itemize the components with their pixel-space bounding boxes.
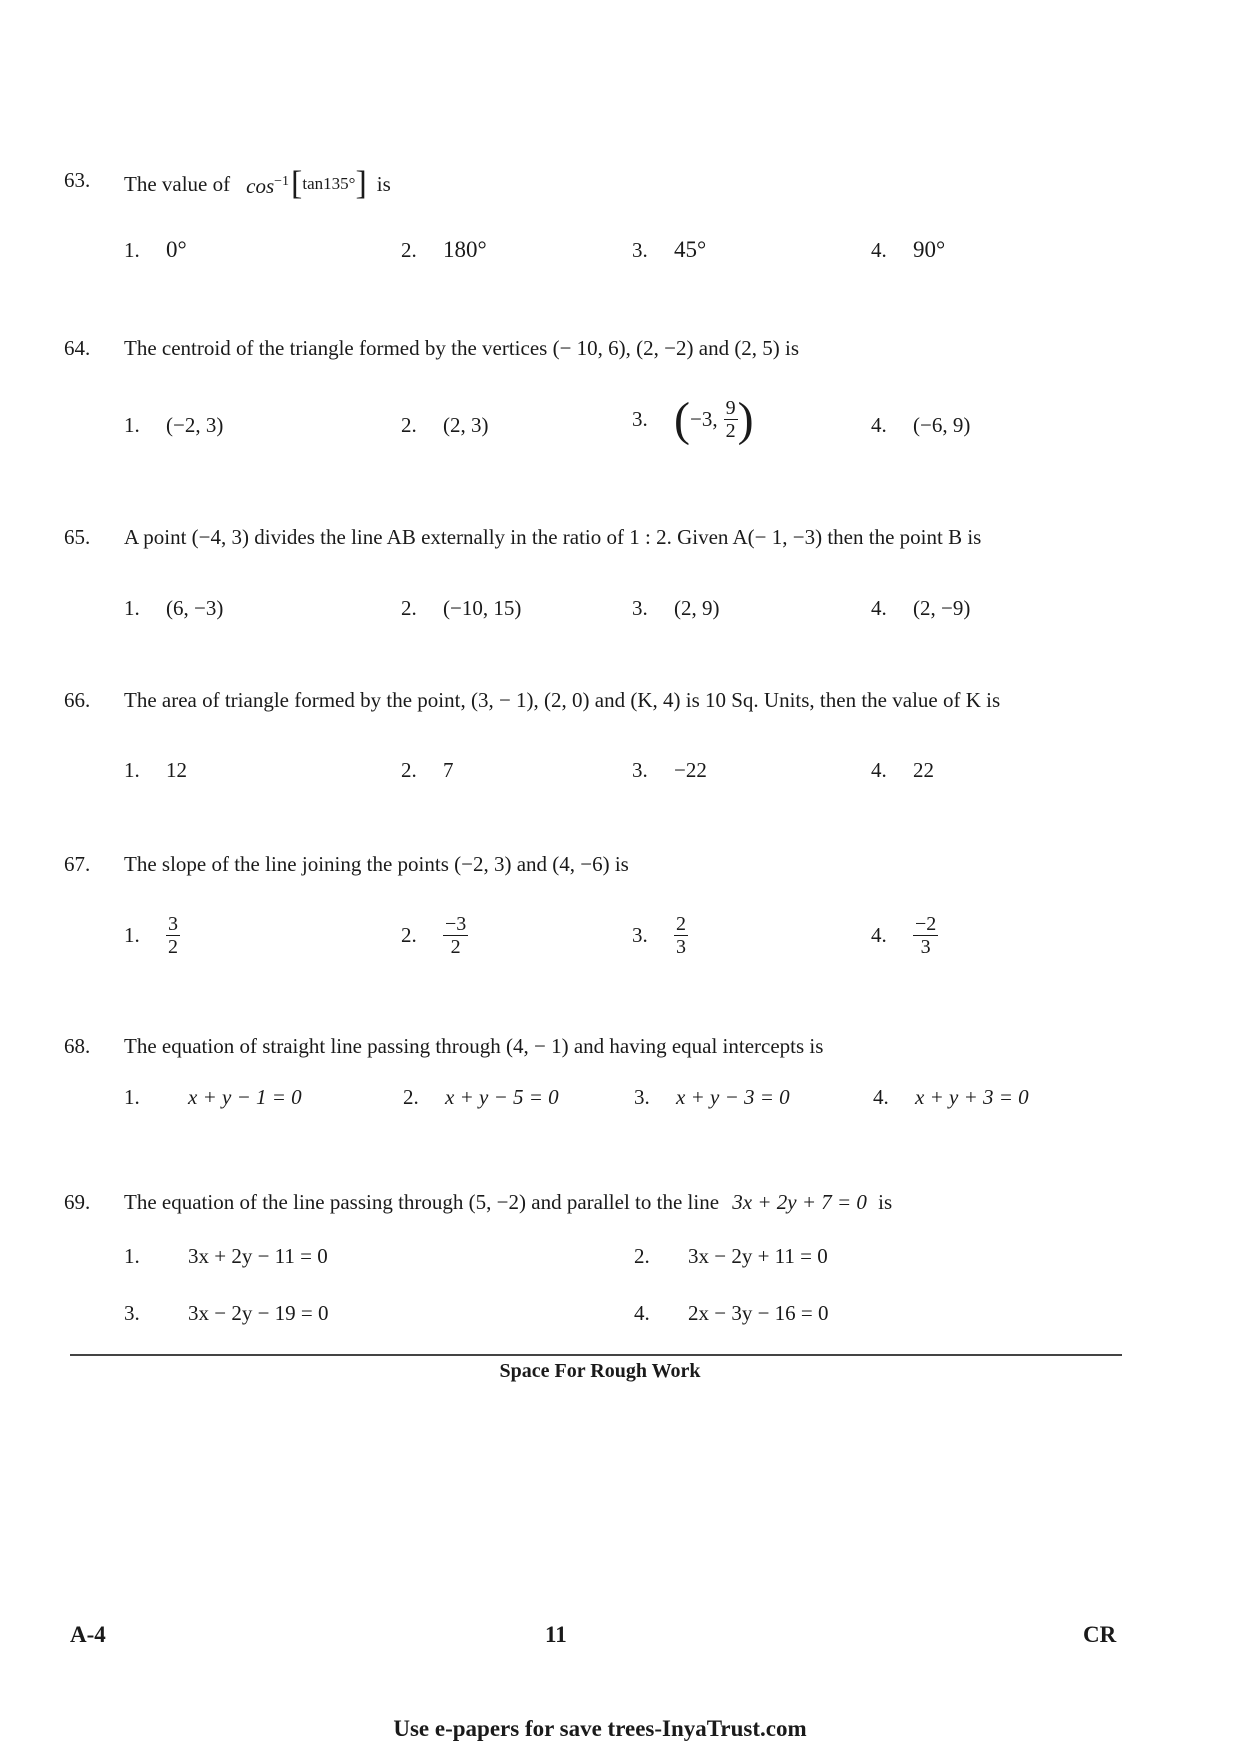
question-number: 64. [64,336,91,360]
question-69 [64,1189,1144,1215]
watermark-note: Use e-papers for save trees-InyaTrust.com [393,1716,807,1741]
question-number: 67. [64,852,91,876]
option-4[interactable]: 4. 2x − 3y − 16 = 0 [634,1301,829,1325]
option-2[interactable]: 2. $\frac{-3}{2}$ [401,913,467,958]
option-4[interactable]: 4. 90° [871,237,946,262]
option-4[interactable]: 4. (2, −9) [871,596,971,620]
divider-line [70,1354,1122,1356]
option-4[interactable]: 4. (−6, 9) [871,413,971,437]
option-1[interactable]: 1. 3x + 2y − 11 = 0 [124,1244,328,1268]
option-3[interactable]: 3. $\frac{2}{3}$ [632,913,686,958]
option-4[interactable]: 4. $\frac{-2}{3}$ [871,913,937,958]
option-1[interactable]: 1. $\frac{3}{2}$ [124,913,178,958]
question-text: The area of triangle formed by the point, (3, − 1), (2, 0) and (K, 4) is 10 Sq. Units, then the value of K is [124,688,1001,712]
option-2[interactable]: 2. 7 [401,758,454,782]
question-number: 63. [64,168,91,192]
question-65 [64,524,1144,550]
option-3[interactable]: 3. 3x − 2y − 19 = 0 [124,1301,329,1325]
question-number: 69. [64,1190,91,1214]
option-1[interactable]: 1. x + y − 1 = 0 [124,1085,302,1109]
option-3[interactable]: 3. (2, 9) [632,596,720,620]
math-expression: $\cos^{-1}$ [246,174,290,198]
option-1[interactable]: 1. (−2, 3) [124,413,224,437]
option-3[interactable]: 3. x + y − 3 = 0 [634,1085,790,1109]
question-text: The slope of the line joining the points (−2, 3) and (4, −6) is [124,852,629,876]
question-text: The equation of the line passing through (5, −2) and parallel to the line 3x + 2y + 7 = 0 is [124,1190,893,1214]
option-4[interactable]: 4. x + y + 3 = 0 [873,1085,1029,1109]
option-3[interactable]: 3. −22 [632,758,707,782]
rough-work-label: Space For Rough Work [499,1360,701,1382]
option-1[interactable]: 1. 12 [124,758,187,782]
question-text: The value of [124,172,231,196]
option-2[interactable]: 2. (2, 3) [401,413,489,437]
question-text: The equation of straight line passing through (4, − 1) and having equal intercepts is [124,1034,824,1058]
option-4[interactable]: 4. 22 [871,758,934,782]
footer-series: CR [1083,1622,1117,1647]
question-68 [64,1033,1144,1059]
footer-code: A-4 [70,1622,106,1647]
question-66 [64,687,1144,713]
question-63: 63. The value of $\cos^{-1}$ [ tan135° ] is [64,165,391,202]
question-text: The centroid of the triangle formed by the vertices (− 10, 6), (2, −2) and (2, 5) is [124,336,800,360]
option-2[interactable]: 2. 180° [401,237,487,262]
option-1[interactable]: 1. (6, −3) [124,596,224,620]
option-1[interactable]: 1. 0° [124,237,187,262]
option-2[interactable]: 2. (−10, 15) [401,596,522,620]
question-number: 66. [64,688,91,712]
question-number: 65. [64,525,91,549]
option-2[interactable]: 2. 3x − 2y + 11 = 0 [634,1244,828,1268]
option-2[interactable]: 2. x + y − 5 = 0 [403,1085,559,1109]
question-number: 68. [64,1034,91,1058]
question-67 [64,851,1144,877]
option-3[interactable]: 3. 45° [632,237,707,262]
page-number: 11 [545,1622,567,1647]
question-text: A point (−4, 3) divides the line AB externally in the ratio of 1 : 2. Given A(− 1, −3) then the point B is [124,525,982,549]
option-3[interactable]: 3. ( −3, $\frac{9}{2}$ ) [632,392,754,446]
question-64 [64,335,1144,361]
